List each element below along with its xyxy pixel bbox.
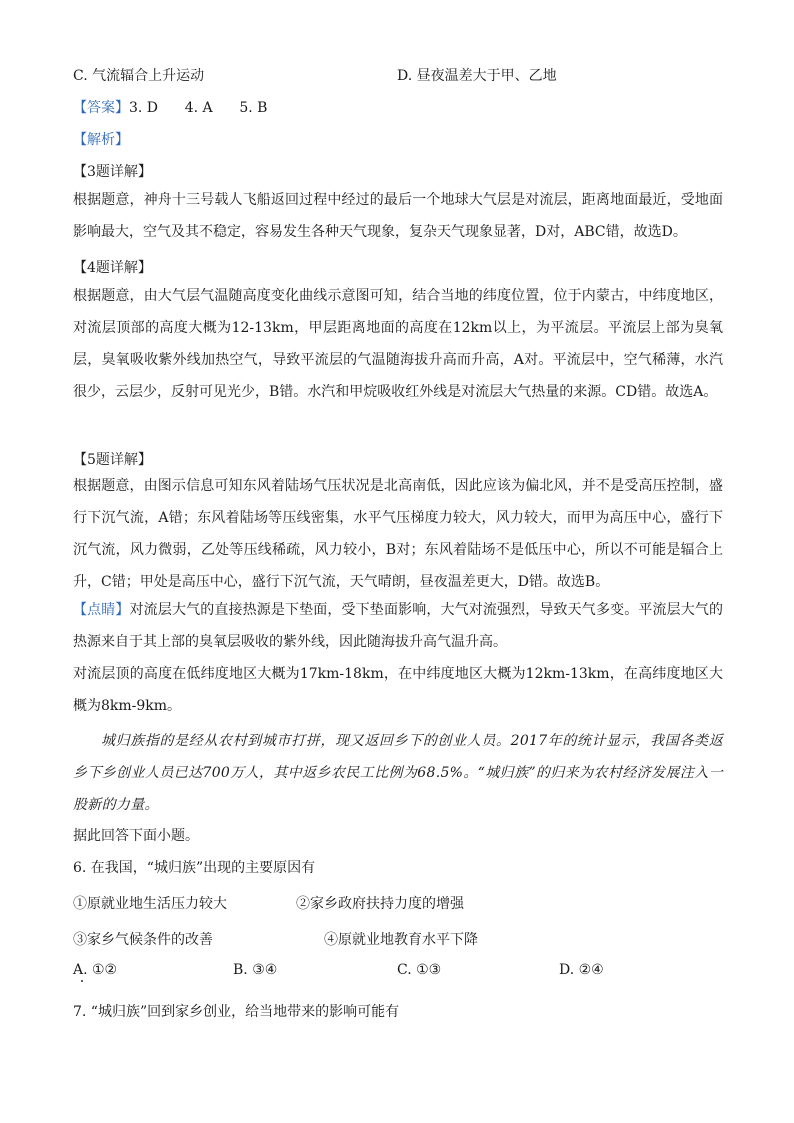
q3-body <box>73 184 723 248</box>
option-c: C. 气流辐合上升运动 <box>73 68 205 84</box>
dianjing-text-2: 对流层顶的高度在低纬度地区大概为17km-18km，在中纬度地区大概为12km-13km，在高纬度地区大概为8km-9km。 <box>73 666 723 714</box>
instruction: 据此回答下面小题。 <box>73 828 199 844</box>
q6-item-2: ②家乡政府扶持力度的增强 <box>296 896 464 912</box>
dianjing-tag: 【点睛】 <box>73 602 130 618</box>
q6-option-b: B. ③④ <box>233 962 278 978</box>
option-d: D. 昼夜温差大于甲、乙地 <box>397 68 557 84</box>
stray-mark <box>81 980 83 982</box>
material-passage <box>73 725 723 821</box>
q5-text: 根据题意，由图示信息可知东风着陆场气压状况是北高南低，因此应该为偏北风，并不是受高压控制，盛行下沉气流，A错；东风着陆场等压线密集，水平气压梯度力较大，风力较大，而甲为高压中心，盛行下沉气流，风力微弱，乙处等压线稀疏，风力较小，B对；东风着陆场不是低压中心，所以不可能是辐合上升，C错；甲处是高压中心，盛行下沉气流，天气晴朗，昼夜温差更大，D错。故选B。 <box>73 478 723 590</box>
q6-item-1: ①原就业地生活压力较大 <box>73 896 227 912</box>
q6-item-3: ③家乡气候条件的改善 <box>73 932 213 948</box>
dianjing-body: 对流层大气的直接热源是下垫面，受下垫面影响，大气对流强烈，导致天气多变。平流层大气的热源来自于其上部的臭氧层吸收的紫外线，因此随海拔升高气温升高。 <box>73 602 724 650</box>
answer-tag: 【答案】 <box>73 100 129 116</box>
q6-option-c: C. ①③ <box>397 962 442 978</box>
q3-text: 根据题意，神舟十三号载人飞船返回过程中经过的最后一个地球大气层是对流层，距离地面最近，受地面影响最大，空气及其不稳定，容易发生各种天气现象，复杂天气现象显著，D对，ABC错，故选D。 <box>73 192 723 240</box>
q7-stem: 7. “城归族”回到家乡创业，给当地带来的影响可能有 <box>73 1004 400 1020</box>
q6-stem: 6. 在我国，“城归族”出现的主要原因有 <box>73 860 316 876</box>
dianjing-text <box>73 594 723 658</box>
material-text: 城归族指的是经从农村到城市打拼，现又返回乡下的创业人员。2017年的统计显示，我国各类返乡下乡创业人员已达700万人，其中返乡农民工比例为68.5%。“城归族”的归来为农村经济发展注入一股新的力量。 <box>73 733 723 813</box>
q4-tag: 【4题详解】 <box>73 260 152 276</box>
q6-item-4: ④原就业地教育水平下降 <box>324 932 478 948</box>
q4-text: 根据题意，由大气层气温随高度变化曲线示意图可知，结合当地的纬度位置，位于内蒙古，中纬度地区，对流层顶部的高度大概为12-13km，甲层距离地面的高度在12km以上，为平流层。平流层上部为臭氧层，臭氧吸收紫外线加热空气，导致平流层的气温随海拔升高而升高，A对。平流层中，空气稀薄，水汽很少，云层少，反射可见光少，B错。水汽和甲烷吸收红外线是对流层大气热量的来源。CD错。故选A。 <box>73 288 723 400</box>
answer-line <box>73 98 267 118</box>
dianjing-block <box>73 594 723 722</box>
q3-tag: 【3题详解】 <box>73 164 152 180</box>
q6-option-d: D. ②④ <box>559 962 604 978</box>
q5-body <box>73 470 723 598</box>
q4-body <box>73 280 723 408</box>
q6-option-a: A. ①② <box>73 962 118 978</box>
q5-tag: 【5题详解】 <box>73 452 152 468</box>
answer-text: 3. D 4. A 5. B <box>129 100 268 116</box>
analysis-tag: 【解析】 <box>73 132 129 148</box>
